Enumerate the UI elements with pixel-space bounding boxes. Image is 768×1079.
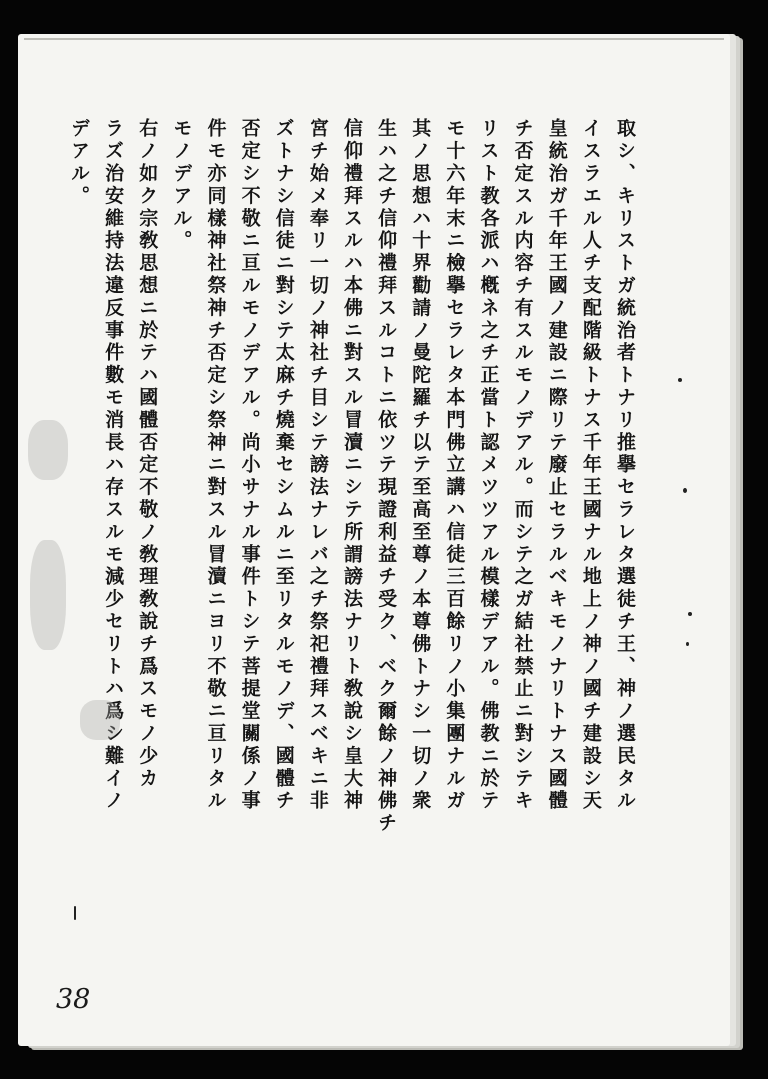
bleed-through-smudge — [30, 540, 66, 650]
text-column: ズトナシ信徒ニ對シテ太麻チ燒棄セシムルニ至リタルモノデ、國體チ — [272, 118, 295, 813]
bleed-through-smudge — [80, 700, 120, 740]
text-column: イスラエル人チ支配階級トナス千年王國ナル地上ノ神ノ國チ建設シ天 — [579, 118, 602, 813]
text-column: 右ノ如ク宗敎思想ニ於テハ國體否定不敬ノ敎理敎說チ爲スモノ少カ — [136, 118, 159, 790]
text-column: ラズ治安維持法違反事件數モ消長ハ存スルモ減少セリトハ爲シ難イノ — [102, 118, 125, 813]
page-number: 38 — [56, 984, 91, 1015]
text-column: 其ノ思想ハ十界勸請ノ曼陀羅チ以テ至高至尊ノ本尊佛トナシ一切ノ衆 — [409, 118, 432, 813]
text-column: デアル。 — [68, 118, 90, 208]
text-column: モノデアル。 — [170, 118, 193, 253]
text-column: 信仰禮拜スルハ本佛ニ對スル冒瀆ニシテ所謂謗法ナリト敎說シ皇大神 — [341, 118, 363, 813]
bleed-through-smudge — [28, 420, 68, 480]
scan-speck — [688, 612, 692, 616]
text-column: 件モ亦同樣神社祭神チ否定シ祭神ニ對スル冒瀆ニヨリ不敬ニ亘リタル — [204, 118, 227, 813]
scan-speck — [678, 378, 682, 382]
scan-speck — [683, 488, 687, 493]
text-column: 宮チ始メ奉リ一切ノ神社チ目シテ謗法ナレバ之チ祭祀禮拜スベキニ非 — [306, 118, 329, 813]
text-column: リスト教各派ハ槪ネ之チ正當ト認メツツアル模樣デアル。佛教ニ於テ — [477, 118, 500, 813]
page-top-edge — [24, 38, 724, 40]
scan-speck — [686, 642, 689, 646]
text-column: モ十六年末ニ檢擧セラレタ本門佛立講ハ信徒三百餘リノ小集團ナルガ — [443, 118, 466, 813]
text-column: チ否定スル内容チ有スルモノデアル。而シテ之ガ結社禁止ニ對シテキ — [511, 118, 534, 813]
scan-speck — [74, 906, 76, 920]
vertical-text-block — [62, 118, 642, 938]
text-column: 皇統治ガ千年王國ノ建設ニ際リテ廢止セラルベキモノナリトナス國體 — [545, 118, 568, 813]
text-column: 生ハ之チ信仰禮拜スルコトニ依ツテ現證利益チ受ク、ベク爾餘ノ神佛チ — [375, 118, 398, 835]
text-column: 取シ、キリストガ統治者トナリ推擧セラレタ選徒チ王、神ノ選民タル — [614, 118, 636, 813]
text-column: 否定シ不敬ニ亘ルモノデアル。尚小サナル事件トシテ菩提堂關係ノ事 — [238, 118, 261, 813]
